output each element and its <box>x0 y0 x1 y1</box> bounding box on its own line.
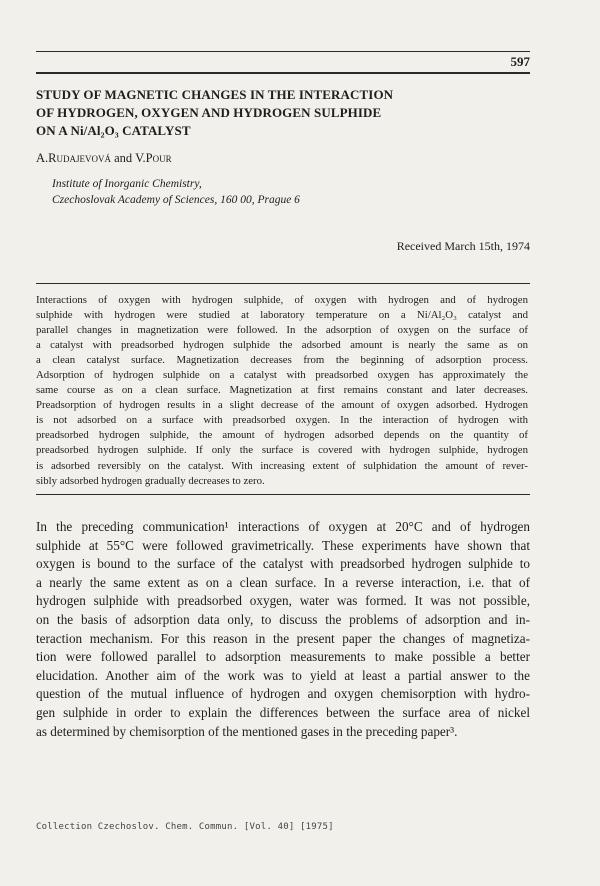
body-line: as determined by chemisorption of the mentioned gases in the preceding paper³. <box>36 723 458 739</box>
body-line: oxygen is bound to the surface of the catalyst with preadsorbed hydrogen sulphide to <box>36 556 530 572</box>
received-date: Received March 15th, 1974 <box>396 239 530 253</box>
abstract-top-rule <box>36 283 530 284</box>
abstract <box>36 293 528 489</box>
body-paragraph <box>36 518 530 741</box>
authors <box>36 151 172 166</box>
journal-footer: Collection Czechoslov. Chem. Commun. [Vol. 40] [1975] <box>36 822 334 832</box>
author-conjunction: and <box>111 151 136 165</box>
author-2-initial: V. <box>135 151 146 165</box>
author-1-surname: Rudajevová <box>48 151 111 165</box>
title-line: STUDY OF MAGNETIC CHANGES IN THE INTERACTION <box>36 87 394 102</box>
abstract-line: parallel changes in magnetization were followed. In the adsorption of oxygen on the surface of <box>36 324 528 337</box>
author-2-surname: Pour <box>145 151 172 165</box>
abstract-line: is adsorbed reversibly on the catalyst. With increasing extent of sulphidation the amount of rever- <box>36 459 528 472</box>
abstract-line: Interactions of oxygen with hydrogen sulphide, of oxygen with hydrogen and of hydrogen <box>36 294 528 306</box>
abstract-line: preadsorbed hydrogen sulphide, the amount of hydrogen adsorbed depends on the quantity of <box>36 429 528 442</box>
title-line: OF HYDROGEN, OXYGEN AND HYDROGEN SULPHIDE <box>36 105 382 120</box>
body-line: on the basis of adsorption data only, to discuss the problems of adsorption and in- <box>36 611 530 627</box>
body-line: In the preceding communication¹ interactions of oxygen at 20°C and of hydrogen <box>36 519 530 534</box>
body-line: elucidation. Another aim of the work was to yield at least a partial answer to the <box>36 667 530 683</box>
abstract-line: same course as on a clean surface. Magnetization at first remains constant and later decreases. <box>36 384 528 397</box>
abstract-line: a catalyst with preadsorbed hydrogen sulphide the adsorbed amount is nearly the same as on <box>36 339 528 352</box>
affiliation-line: Institute of Inorganic Chemistry, <box>52 178 202 190</box>
body-line: gen sulphide in order to explain the differences between the surface area of nickel <box>36 704 530 720</box>
top-rule-thick <box>36 72 530 74</box>
body-line: hydrogen sulphide with preadsorbed oxygen, water was formed. It was not possible, <box>36 593 530 609</box>
article-title <box>36 86 536 140</box>
abstract-line: is not adsorbed on a surface with preadsorbed oxygen. In the interaction of hydrogen with <box>36 414 528 427</box>
body-line: question of the mutual influence of hydrogen and oxygen chemisorption with hydro- <box>36 686 530 702</box>
body-line: sulphide at 55°C were followed gravimetrically. These experiments have shown that <box>36 537 530 553</box>
abstract-line: Adsorption of hydrogen sulphide on a catalyst with preadsorbed oxygen has approximately the <box>36 369 528 382</box>
affiliation-line: Czechoslovak Academy of Sciences, 160 00, Prague 6 <box>52 194 300 206</box>
abstract-bottom-rule <box>36 494 530 495</box>
page-number: 597 <box>510 54 530 69</box>
top-rule-thin <box>36 51 530 52</box>
body-line: tion were followed parallel to adsorption measurements to make possible a better <box>36 649 530 665</box>
abstract-line: sibly adsorbed hydrogen gradually decreases to zero. <box>36 474 265 487</box>
abstract-line: preadsorbed hydrogen sulphide. If only the surface is covered with hydrogen sulphide, hydrogen <box>36 444 528 457</box>
abstract-line: sulphide with hydrogen were studied at laboratory temperature on a Ni/Al₂O₃ catalyst and <box>36 309 528 322</box>
affiliation <box>52 176 300 208</box>
body-line: a nearly the same extent as on a clean surface. In a reverse interaction, i.e. that of <box>36 574 530 590</box>
abstract-line: Preadsorption of hydrogen results in a slight decrease of the amount of oxygen adsorbed. Hydrogen <box>36 399 528 412</box>
abstract-line: a clean catalyst surface. Magnetization decreases from the beginning of adsorption process. <box>36 354 528 367</box>
title-line: ON A Ni/Al₂O₃ CATALYST <box>36 123 191 138</box>
body-line: teraction mechanism. For this reason in the present paper the changes of magnetiza- <box>36 630 530 646</box>
author-1-initial: A. <box>36 151 49 165</box>
